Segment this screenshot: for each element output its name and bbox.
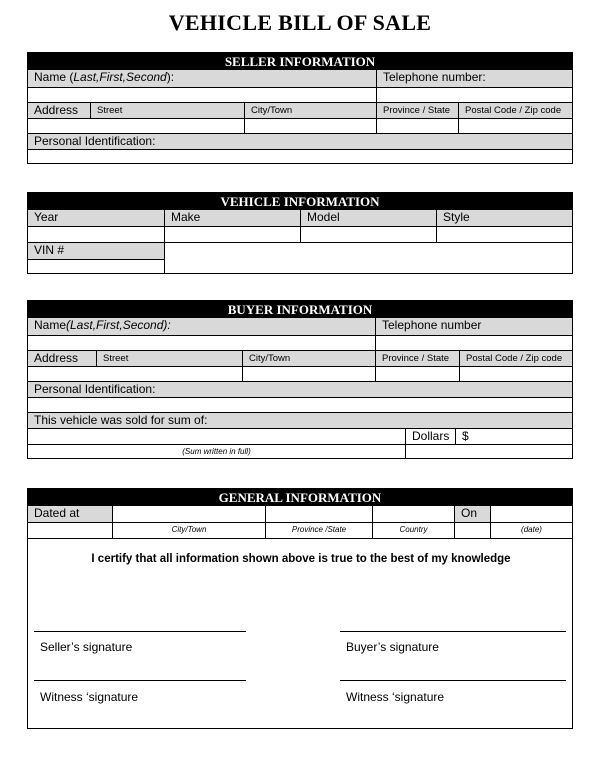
buyer-street-field[interactable] (28, 367, 242, 381)
seller-postal-label: Postal Code / Zip code (458, 103, 572, 118)
buyer-sum-note: (Sum written in full) (182, 447, 251, 456)
general-header: GENERAL INFORMATION (28, 489, 572, 506)
general-section (27, 488, 573, 729)
buyer-province-label: Province / State (375, 351, 459, 366)
seller-city-field[interactable] (244, 119, 376, 133)
seller-id-label: Personal Identification: (28, 134, 572, 149)
buyer-id-field[interactable] (28, 398, 572, 412)
buyer-sum-field[interactable] (28, 429, 405, 444)
vehicle-vin-label: VIN # (28, 243, 164, 259)
seller-name-field[interactable] (28, 88, 376, 102)
seller-province-label: Province / State (376, 103, 458, 118)
vehicle-notes-field[interactable] (164, 243, 572, 273)
seller-section (27, 52, 573, 164)
seller-city-label: City/Town (244, 103, 376, 118)
general-province-field[interactable] (265, 506, 372, 522)
general-date-note: (date) (490, 523, 572, 538)
buyer-address-label: Address (28, 351, 96, 366)
seller-address-label: Address (28, 103, 90, 118)
general-country-note: Country (372, 523, 454, 538)
certify-text: I certify that all information shown above is true to the best of my knowledge (91, 553, 511, 565)
buyer-dollars-label: Dollars (405, 429, 455, 444)
general-city-field[interactable] (112, 506, 265, 522)
seller-witness-signature-line[interactable] (34, 680, 246, 681)
buyer-postal-field[interactable] (459, 367, 572, 381)
seller-street-field[interactable] (28, 119, 244, 133)
seller-telephone-label: Telephone number: (376, 70, 572, 87)
vehicle-year-label: Year (28, 210, 164, 226)
buyer-city-label: City/Town (242, 351, 375, 366)
general-city-note: City/Town (112, 523, 265, 538)
buyer-dollar-amount-field[interactable] (455, 429, 572, 444)
seller-name-label: Name (Last,First,Second): (28, 70, 376, 87)
buyer-id-label: Personal Identification: (28, 382, 572, 397)
buyer-postal-label: Postal Code / Zip code (459, 351, 572, 366)
buyer-sold-label: This vehicle was sold for sum of: (28, 413, 572, 428)
general-on-blank-cell (454, 523, 490, 538)
buyer-province-field[interactable] (375, 367, 459, 381)
buyer-witness-signature-line[interactable] (340, 680, 566, 681)
vehicle-vin-field[interactable] (28, 259, 164, 273)
seller-postal-field[interactable] (458, 119, 572, 133)
buyer-dollars-extra-field[interactable] (405, 445, 572, 458)
vehicle-header: VEHICLE INFORMATION (28, 193, 572, 210)
buyer-telephone-label: Telephone number (375, 318, 572, 335)
vehicle-model-field[interactable] (300, 227, 436, 242)
buyer-city-field[interactable] (242, 367, 375, 381)
buyer-telephone-field[interactable] (375, 336, 572, 350)
vehicle-make-field[interactable] (164, 227, 300, 242)
buyer-street-label: Street (96, 351, 242, 366)
vehicle-year-field[interactable] (28, 227, 164, 242)
general-blank-cell (28, 523, 112, 538)
vehicle-model-label: Model (300, 210, 436, 226)
seller-id-field[interactable] (28, 150, 572, 163)
buyer-header: BUYER INFORMATION (28, 301, 572, 318)
buyer-name-field[interactable] (28, 336, 375, 350)
certification-area (28, 538, 572, 728)
general-date-field[interactable] (490, 506, 572, 522)
buyer-signature-label: Buyer’s signature (346, 640, 439, 654)
buyer-section (27, 300, 573, 459)
vehicle-section (27, 192, 573, 274)
general-on-label: On (454, 506, 490, 522)
buyer-name-label: Name(Last,First,Second): (28, 318, 375, 335)
seller-signature-label: Seller’s signature (40, 640, 133, 654)
general-province-note: Province /State (265, 523, 372, 538)
buyer-signature-line[interactable] (340, 631, 566, 632)
general-country-field[interactable] (372, 506, 454, 522)
seller-province-field[interactable] (376, 119, 458, 133)
seller-street-label: Street (90, 103, 244, 118)
seller-witness-signature-label: Witness ‘signature (40, 690, 139, 704)
seller-telephone-field[interactable] (376, 88, 572, 102)
seller-signature-line[interactable] (34, 631, 246, 632)
page-title: VEHICLE BILL OF SALE (168, 10, 432, 35)
vehicle-style-field[interactable] (436, 227, 572, 242)
general-dated-label: Dated at (28, 506, 112, 522)
buyer-witness-signature-label: Witness ‘signature (346, 690, 445, 704)
seller-header: SELLER INFORMATION (28, 53, 572, 70)
vehicle-style-label: Style (436, 210, 572, 226)
dollar-sign: $ (462, 429, 469, 443)
vehicle-make-label: Make (164, 210, 300, 226)
